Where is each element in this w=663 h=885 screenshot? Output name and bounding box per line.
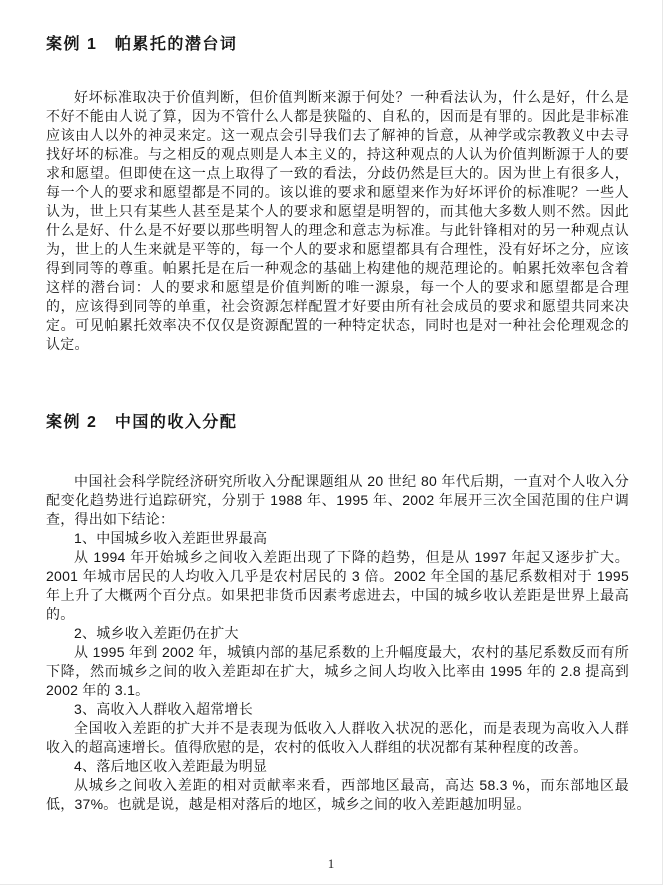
section-3-heading: 3、高收入人群收入超常增长 <box>74 701 254 717</box>
section-4-heading: 4、落后地区收入差距最为明显 <box>74 758 268 774</box>
case1-paragraph: 好坏标准取决于价值判断，但价值判断来源于何处？一种看法认为，什么是好，什么是不好不能由人说了算，因为不管什么人都是狭隘的、自私的，因而是有罪的。因此是非标准应该由人以外的神灵来定。这一观点会引导我们去了解神的旨意，从神学或宗教教义中去寻找好坏的标准。与之相反的观点则是人本主义的，持这种观点的人认为价值判断源于人的要求和愿望。但即使在这一点上取得了一致的看法，分歧仍然是巨大的。因为世上有很多人，每一个人的要求和愿望都是不同的。该以谁的要求和愿望来作为好坏评价的标准呢？一些人认为，世上只有某些人甚至是某个人的要求和愿望是明智的，而其他大多数人则不然。因此什么是好、什么是不好要以那些明智人的理念和意志为标准。与此针锋相对的另一种观点认为，世上的人生来就是平等的，每一个人的要求和愿望都具有合理性，没有好坏之分，应该得到同等的尊重。帕累托是在后一种观念的基础上构建他的规范理论的。帕累托效率包含着这样的潜台词：人的要求和愿望是价值判断的唯一源泉，每一个人的要求和愿望都是合理的，应该得到同等的单重，社会资源怎样配置才好要由所有社会成员的要求和愿望共同来决定。可见帕累托效率决不仅仅是资源配置的一种特定状态，同时也是对一种社会伦理观念的认定。 <box>46 89 629 352</box>
case2-section-2 <box>46 624 629 700</box>
case2-intro: 中国社会科学院经济研究所收入分配课题组从 20 世纪 80 年代后期，一直对个人收入分配变化趋势进行追踪研究，分别于 1988 年、1995 年、2002 年展开三次全国范围的住户调查，得出如下结论： <box>46 473 629 527</box>
case2-section-4 <box>46 757 629 814</box>
case2-title: 案例 2 中国的收入分配 <box>46 414 238 431</box>
page-number: 1 <box>327 856 335 871</box>
case1-title: 案例 1 帕累托的潜台词 <box>46 36 238 53</box>
section-1-heading: 1、中国城乡收入差距世界最高 <box>74 530 268 546</box>
section-1-body: 从 1994 年开始城乡之间收入差距出现了下降的趋势，但是从 1997 年起又逐步扩大。2001 年城市居民的人均收入几乎是农村居民的 3 倍。2002 年全国的基尼系数相对于 1995 年上升了大概两个百分点。如果把非货币因素考虑进去，中国的城乡收认差距是世界上最高的。 <box>46 549 629 622</box>
case2-section-1 <box>46 529 629 624</box>
section-4-body: 从城乡之间收入差距的相对贡献率来看，西部地区最高，高达 58.3 %，而东部地区最低，37%。也就是说，越是相对落后的地区，城乡之间的收入差距越加明显。 <box>46 777 629 812</box>
section-2-heading: 2、城乡收入差距仍在扩大 <box>74 625 239 641</box>
section-2-body: 从 1995 年到 2002 年，城镇内部的基尼系数的上升幅度最大，农村的基尼系数反而有所下降，然而城乡之间的收入差距却在扩大，城乡之间人均收入比率由 1995 年的 2.8 提高到 2002 年的 3.1。 <box>46 644 629 698</box>
section-3-body: 全国收入差距的扩大并不是表现为低收入人群收入状况的恶化，而是表现为高收入人群收入的超高速增长。值得欣慰的是，农村的低收入人群组的状况都有某种程度的改善。 <box>46 720 629 755</box>
case2-section-3 <box>46 700 629 757</box>
